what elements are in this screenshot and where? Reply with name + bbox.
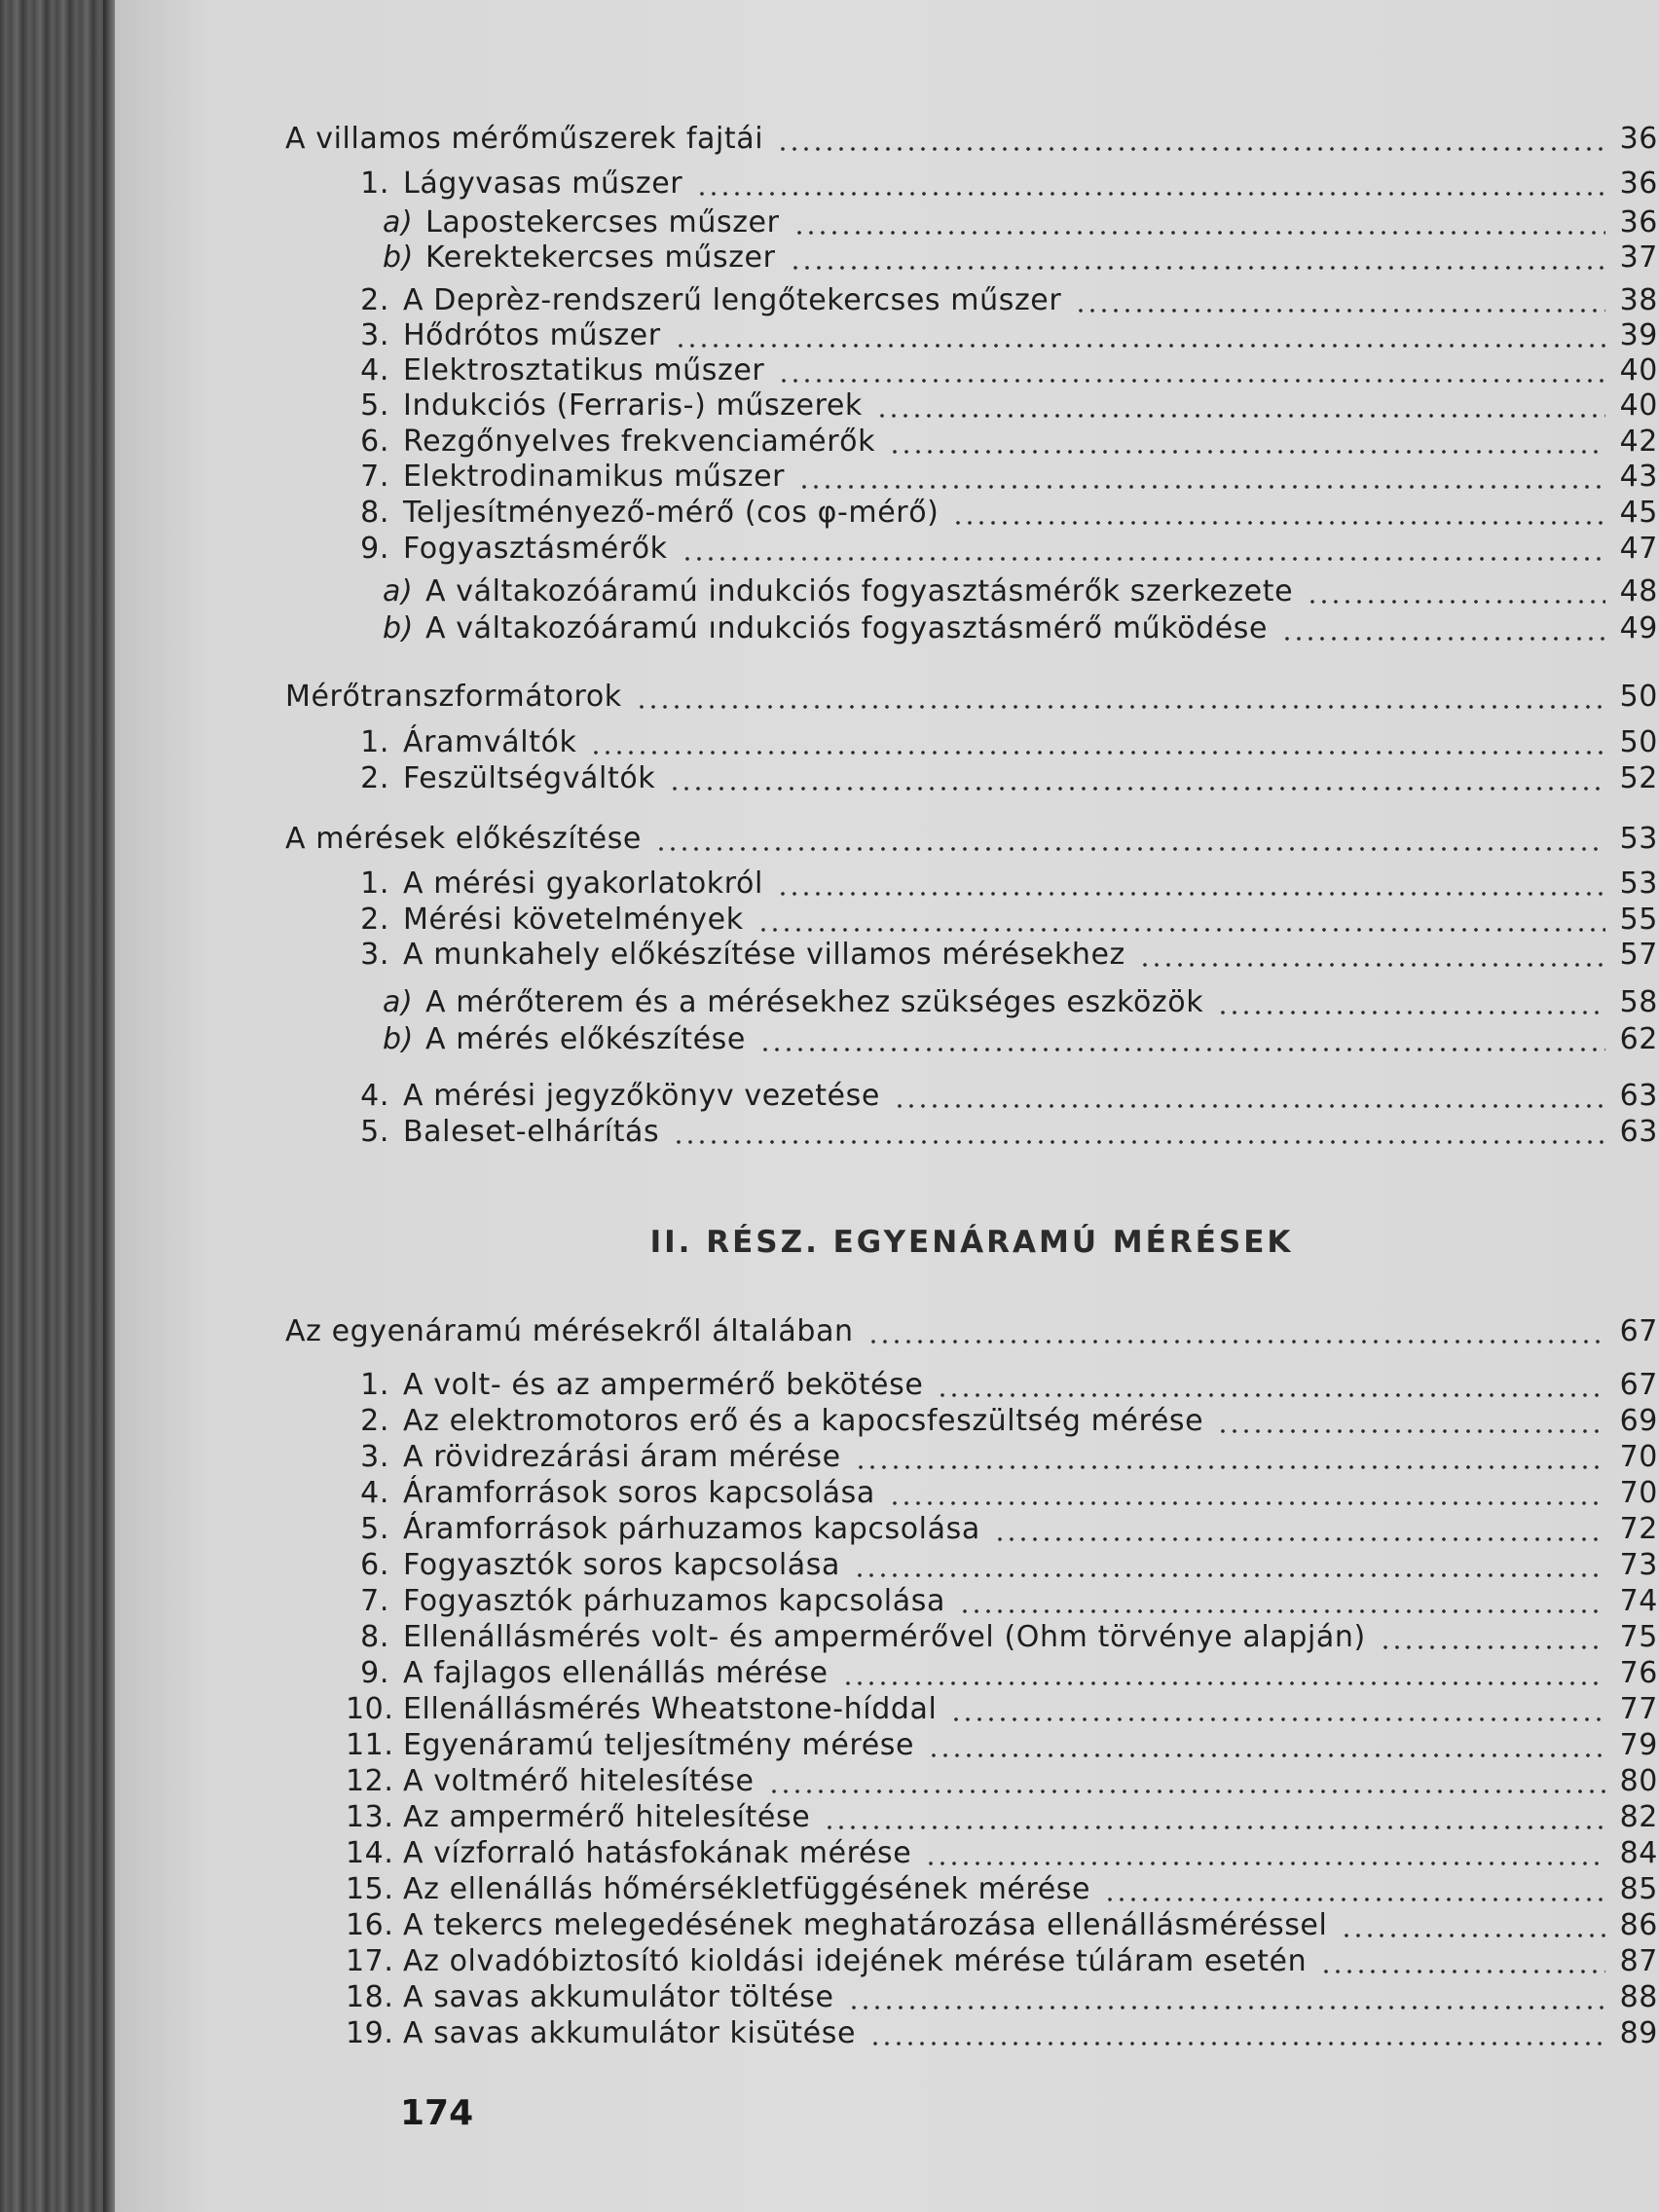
toc-page-number: 80 (1619, 1764, 1658, 1798)
toc-entry-number: 11. (346, 1728, 394, 1762)
toc-entry-title: Elektrodinamikus műszer (403, 460, 786, 494)
toc-entry-title: Teljesítményező-mérő (cos φ-mérő) (403, 496, 940, 530)
toc-entry-title: A váltakozóáramú indukciós fogyasztásmérők szerkezete (425, 574, 1294, 608)
toc-entry (285, 574, 1658, 613)
dot-leader (1217, 1428, 1605, 1434)
dot-leader (673, 1139, 1605, 1145)
toc-entry-title: A fajlagos ellenállás mérése (403, 1656, 829, 1690)
toc-entry (285, 1872, 1658, 1911)
dot-leader (894, 1103, 1605, 1109)
toc-entry (285, 1944, 1658, 1983)
toc-page-number: 85 (1619, 1872, 1658, 1906)
toc-entry (285, 205, 1658, 244)
toc-page-number: 72 (1619, 1512, 1658, 1546)
toc-entry-title: Fogyasztásmérők (403, 532, 668, 566)
toc-page-number: 70 (1619, 1440, 1658, 1474)
toc-entry-title: Feszültségváltók (403, 761, 656, 795)
toc-page-number: 36 (1619, 166, 1658, 201)
dot-leader (1075, 308, 1605, 313)
toc-section-title: Mérőtranszformátorok (285, 680, 622, 714)
page-number: 174 (400, 2093, 474, 2133)
toc-entry (285, 1440, 1658, 1479)
toc-page-number: 63 (1619, 1079, 1658, 1113)
toc-entry-title: Baleset-elhárítás (403, 1115, 660, 1149)
toc-page-number: 79 (1619, 1728, 1658, 1762)
toc-entry-title: Elektrosztatikus műszer (403, 353, 765, 387)
toc-entry-number: 15. (346, 1872, 394, 1906)
toc-entry-title: A Deprèz-rendszerű lengőtekercses műszer (403, 283, 1062, 317)
dot-leader (669, 786, 1605, 792)
toc-entry-title: A savas akkumulátor töltése (403, 1980, 834, 2014)
dot-leader (867, 1339, 1605, 1345)
toc-entry (285, 460, 1658, 498)
toc-page-number: 58 (1619, 985, 1658, 1019)
toc-entry-number: b) (383, 1022, 414, 1056)
dot-leader (655, 846, 1605, 852)
toc-entry-number: 10. (346, 1692, 394, 1726)
toc-entry-title: A mérési gyakorlatokról (403, 866, 763, 901)
toc-entry (285, 424, 1658, 463)
toc-entry (285, 1800, 1658, 1839)
toc-entry-number: 17. (346, 1944, 394, 1978)
dot-leader (790, 265, 1605, 271)
toc-entry-number: 3. (360, 938, 389, 972)
toc-entry (285, 1079, 1658, 1118)
dot-leader (777, 146, 1605, 152)
dot-leader (1341, 1933, 1605, 1938)
toc-page-number: 69 (1619, 1404, 1658, 1438)
toc-page-number: 36 (1619, 122, 1658, 156)
dot-leader (950, 1716, 1605, 1722)
toc-entry-title: Az olvadóbiztosító kioldási idejének mérése túláram esetén (403, 1944, 1308, 1978)
toc-entry-title: Áramforrások soros kapcsolása (403, 1476, 875, 1510)
dot-leader (793, 230, 1605, 236)
toc-entry-number: 2. (360, 1404, 389, 1438)
toc-page-number: 63 (1619, 1115, 1658, 1149)
toc-entry-title: Lapostekercses műszer (425, 205, 780, 240)
toc-page-number: 73 (1619, 1548, 1658, 1582)
dot-leader (675, 343, 1605, 349)
toc-entry-title: Hődrótos műszer (403, 318, 661, 352)
toc-page-number: 42 (1619, 424, 1658, 459)
toc-entry-number: 13. (346, 1800, 394, 1834)
toc-entry-number: 7. (360, 460, 389, 494)
toc-page-number: 84 (1619, 1836, 1658, 1870)
toc-entry (285, 388, 1658, 427)
dot-leader (848, 2005, 1606, 2010)
part-title: II. RÉSZ. EGYENÁRAMÚ MÉRÉSEK (649, 1225, 1294, 1260)
toc-entry (285, 1620, 1658, 1659)
toc-entry-title: Kerektekercses műszer (425, 240, 776, 275)
toc-page-number: 67 (1619, 1314, 1658, 1348)
toc-entry-number: 9. (360, 1656, 389, 1690)
toc-entry-title: A mérés előkészítése (425, 1022, 746, 1056)
toc-section-heading (285, 822, 1658, 861)
toc-page-number: 76 (1619, 1656, 1658, 1690)
toc-entry-number: 2. (360, 761, 389, 795)
toc-entry-number: 1. (360, 866, 389, 901)
dot-leader (937, 1392, 1605, 1398)
toc-entry-number: 3. (360, 1440, 389, 1474)
toc-entry-title: Ellenállásmérés volt- és ampermérővel (Ohm törvénye alapján) (403, 1620, 1366, 1654)
toc-entry-title: A volt- és az ampermérő bekötése (403, 1368, 924, 1402)
toc-entry-title: A munkahely előkészítése villamos mérésekhez (403, 938, 1125, 972)
toc-page-number: 87 (1619, 1944, 1658, 1978)
toc-page-number: 37 (1619, 240, 1658, 275)
toc-entry (285, 1476, 1658, 1515)
toc-page-number: 53 (1619, 822, 1658, 856)
toc-entry-title: A tekercs melegedésének meghatározása ellenállásméréssel (403, 1908, 1328, 1942)
toc-entry-title: Mérési követelmények (403, 903, 744, 937)
toc-entry-number: a) (383, 985, 414, 1019)
toc-entry-number: 8. (360, 496, 389, 530)
book-page (115, 0, 1659, 2212)
toc-entry (285, 240, 1658, 279)
toc-entry-title: Egyenáramú teljesítmény mérése (403, 1728, 915, 1762)
dot-leader (636, 704, 1605, 710)
dot-leader (854, 1572, 1605, 1578)
toc-entry (285, 903, 1658, 941)
toc-page-number: 82 (1619, 1800, 1658, 1834)
toc-page-number: 86 (1619, 1908, 1658, 1942)
toc-entry-number: 6. (360, 1548, 389, 1582)
dot-leader (959, 1608, 1605, 1614)
toc-page-number: 53 (1619, 866, 1658, 901)
toc-entry (285, 1656, 1658, 1695)
toc-entry (285, 1368, 1658, 1407)
toc-section-heading (285, 1314, 1658, 1353)
dot-leader (994, 1536, 1605, 1542)
toc-entry-number: 19. (346, 2016, 394, 2050)
dot-leader (952, 520, 1605, 526)
toc-entry-number: a) (383, 574, 414, 608)
toc-entry-number: 7. (360, 1584, 389, 1618)
toc-entry-number: 14. (346, 1836, 394, 1870)
toc-entry-number: 1. (360, 725, 389, 759)
dot-leader (889, 449, 1605, 455)
dot-leader (757, 927, 1605, 933)
toc-page-number: 45 (1619, 496, 1658, 530)
toc-entry-title: Ellenállásmérés Wheatstone-híddal (403, 1692, 938, 1726)
toc-entry (285, 353, 1658, 392)
toc-entry (285, 611, 1658, 650)
toc-page-number: 75 (1619, 1620, 1658, 1654)
toc-entry-number: 5. (360, 388, 389, 423)
toc-page-number: 62 (1619, 1022, 1658, 1056)
dot-leader (869, 2041, 1605, 2046)
toc-entry-title: Lágyvasas műszer (403, 166, 683, 201)
toc-entry-title: Az ellenállás hőmérsékletfüggésének mérése (403, 1872, 1091, 1906)
dot-leader (777, 891, 1605, 897)
toc-entry-number: 9. (360, 532, 389, 566)
toc-entry (285, 283, 1658, 322)
toc-page-number: 38 (1619, 283, 1658, 317)
toc-entry (285, 1512, 1658, 1551)
toc-page-number: 77 (1619, 1692, 1658, 1726)
toc-entry-number: 4. (360, 1476, 389, 1510)
toc-page-number: 70 (1619, 1476, 1658, 1510)
toc-entry (285, 1548, 1658, 1587)
toc-section-title: Az egyenáramú mérésekről általában (285, 1314, 854, 1348)
dot-leader (768, 1788, 1605, 1794)
toc-entry (285, 1115, 1658, 1154)
dot-leader (1139, 962, 1605, 968)
toc-page-number: 50 (1619, 680, 1658, 714)
toc-page-number: 88 (1619, 1980, 1658, 2014)
toc-page-number: 89 (1619, 2016, 1658, 2050)
toc-entry-number: 1. (360, 166, 389, 201)
dot-leader (1380, 1644, 1605, 1650)
dot-leader (824, 1825, 1605, 1830)
toc-page-number: 55 (1619, 903, 1658, 937)
toc-section-heading (285, 680, 1658, 719)
toc-entry-title: A vízforraló hatásfokának mérése (403, 1836, 912, 1870)
dot-leader (876, 413, 1605, 419)
toc-page-number: 36 (1619, 205, 1658, 240)
toc-entry (285, 1728, 1658, 1767)
toc-entry (285, 1836, 1658, 1875)
toc-entry-title: Fogyasztók párhuzamos kapcsolása (403, 1584, 945, 1618)
dot-leader (925, 1861, 1605, 1866)
dot-leader (590, 750, 1605, 756)
toc-page-number: 43 (1619, 460, 1658, 494)
toc-entry-title: Indukciós (Ferraris-) műszerek (403, 388, 863, 423)
toc-entry-number: b) (383, 240, 414, 275)
toc-entry-number: a) (383, 205, 414, 240)
toc-section-title: A villamos mérőműszerek fajtái (285, 122, 764, 156)
toc-entry-title: A savas akkumulátor kisütése (403, 2016, 856, 2050)
toc-entry-number: 6. (360, 424, 389, 459)
toc-entry (285, 1764, 1658, 1803)
toc-entry (285, 938, 1658, 977)
toc-entry-number: b) (383, 611, 414, 645)
toc-entry-title: Fogyasztók soros kapcsolása (403, 1548, 840, 1582)
toc-entry-number: 8. (360, 1620, 389, 1654)
toc-entry-number: 1. (360, 1368, 389, 1402)
toc-entry (285, 985, 1658, 1024)
toc-page-number: 74 (1619, 1584, 1658, 1618)
toc-page-number: 50 (1619, 725, 1658, 759)
dot-leader (889, 1500, 1605, 1506)
toc-page-number: 40 (1619, 353, 1658, 387)
toc-entry-title: Áramváltók (403, 725, 577, 759)
toc-entry (285, 1980, 1658, 2019)
book-binding (0, 0, 112, 2212)
toc-page-number: 67 (1619, 1368, 1658, 1402)
dot-leader (1307, 599, 1605, 605)
toc-entry (285, 1404, 1658, 1443)
toc-entry-title: Az elektromotoros erő és a kapocsfeszültség mérése (403, 1404, 1204, 1438)
toc-entry (285, 318, 1658, 357)
toc-entry-title: A mérőterem és a mérésekhez szükséges eszközök (425, 985, 1204, 1019)
toc-entry-number: 2. (360, 283, 389, 317)
toc-entry (285, 166, 1658, 205)
toc-entry-title: A rövidrezárási áram mérése (403, 1440, 841, 1474)
toc-entry-number: 12. (346, 1764, 394, 1798)
dot-leader (1281, 636, 1605, 642)
toc-entry (285, 1908, 1658, 1947)
dot-leader (855, 1464, 1605, 1470)
toc-entry-title: Áramforrások párhuzamos kapcsolása (403, 1512, 980, 1546)
toc-entry (285, 532, 1658, 571)
dot-leader (696, 191, 1605, 197)
toc-entry-title: Rezgőnyelves frekvenciamérők (403, 424, 876, 459)
dot-leader (1320, 1969, 1605, 1974)
toc-entry (285, 1692, 1658, 1731)
dot-leader (928, 1752, 1605, 1758)
toc-entry-number: 16. (346, 1908, 394, 1942)
toc-page-number: 48 (1619, 574, 1658, 608)
toc-section-title: A mérések előkészítése (285, 822, 642, 856)
toc-entry (285, 1584, 1658, 1623)
toc-page-number: 52 (1619, 761, 1658, 795)
dot-leader (842, 1680, 1605, 1686)
toc-entry-number: 2. (360, 903, 389, 937)
toc-entry (285, 1022, 1658, 1061)
toc-entry (285, 496, 1658, 535)
toc-entry (285, 761, 1658, 800)
toc-entry (285, 725, 1658, 764)
toc-entry-number: 5. (360, 1512, 389, 1546)
toc-page-number: 49 (1619, 611, 1658, 645)
toc-entry-number: 5. (360, 1115, 389, 1149)
toc-page-number: 47 (1619, 532, 1658, 566)
dot-leader (1217, 1010, 1605, 1015)
toc-entry (285, 866, 1658, 905)
dot-leader (798, 484, 1605, 490)
toc-page-number: 57 (1619, 938, 1658, 972)
toc-entry (285, 2016, 1658, 2055)
toc-entry-title: A voltmérő hitelesítése (403, 1764, 755, 1798)
toc-entry-title: Az ampermérő hitelesítése (403, 1800, 811, 1834)
toc-entry-number: 4. (360, 1079, 389, 1113)
toc-page-number: 39 (1619, 318, 1658, 352)
toc-page-number: 40 (1619, 388, 1658, 423)
dot-leader (759, 1047, 1605, 1052)
dot-leader (1104, 1897, 1605, 1902)
toc-entry-number: 4. (360, 353, 389, 387)
dot-leader (682, 556, 1605, 562)
toc-section-heading (285, 122, 1658, 161)
toc-entry-title: A váltakozóáramú ındukciós fogyasztásmérő működése (425, 611, 1269, 645)
toc-entry-number: 18. (346, 1980, 394, 2014)
toc-entry-title: A mérési jegyzőkönyv vezetése (403, 1079, 880, 1113)
toc-entry-number: 3. (360, 318, 389, 352)
dot-leader (778, 378, 1605, 384)
